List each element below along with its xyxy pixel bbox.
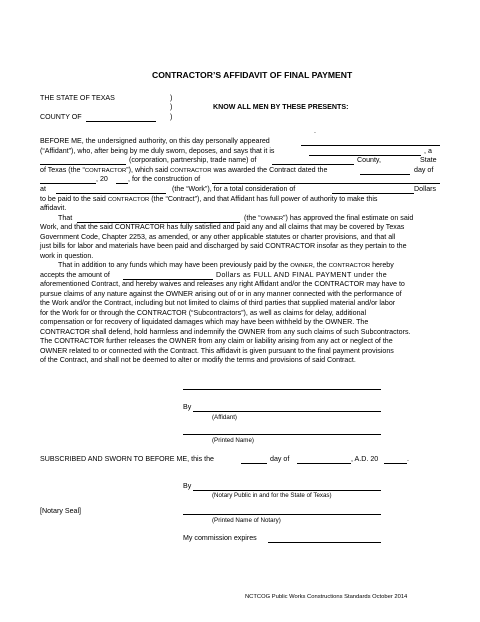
p1-county: County, (357, 156, 381, 164)
p1-at: at (40, 185, 46, 193)
p2-line1-a: (the “ (244, 214, 261, 222)
affidant-caption: (Affidant) (212, 414, 237, 421)
p1-line4-a: of Texas (the “ (40, 166, 85, 174)
notary-by-label: By (183, 482, 192, 490)
county-name-blank[interactable] (272, 164, 354, 165)
p2-that: That (58, 214, 73, 222)
p3-line10: OWNER related to or connected with the Contract. This affidavit is given pursuant to the final payment provisions (40, 347, 394, 355)
sworn-day-blank[interactable] (241, 463, 267, 464)
know-all-heading: KNOW ALL MEN BY THESE PRESENTS: (213, 103, 349, 111)
project-blank[interactable] (212, 183, 440, 184)
p3-line3: aforementioned Contract, and hereby waives and releases any right Affidant and/or the CONTRACTOR may have to (40, 280, 405, 288)
p2-line5: work in question. (40, 252, 94, 260)
commission-label: My commission expires (183, 534, 257, 542)
p1-consideration: (the “Work”), for a total consideration of (172, 185, 296, 193)
notary-seal-label: [Notary Seal] (40, 507, 82, 515)
p3-line1-a: That in addition to any funds which may have been previously paid by the (58, 261, 291, 269)
consideration-blank[interactable] (332, 193, 414, 194)
p3-line4: pursue claims of any nature against the OWNER arising out of or in any manner connected with the performance of (40, 290, 402, 298)
sworn-text: SUBSCRIBED AND SWORN TO BEFORE ME, this the (40, 455, 214, 463)
county-blank[interactable] (86, 121, 156, 122)
affidant-signature-line[interactable] (183, 389, 381, 390)
owner-term: OWNER (290, 263, 313, 269)
year-blank[interactable] (116, 183, 128, 184)
contractor-term: CONTRACTOR (328, 263, 371, 269)
printed-notary-line[interactable] (183, 514, 381, 515)
by-label: By (183, 403, 192, 411)
p3-line7: compensation or for recovery of liquidated damages which may have been withheld by the OWNER. The (40, 318, 369, 326)
location-blank[interactable] (56, 193, 166, 194)
p1-dollars: Dollars (414, 185, 437, 193)
sworn-year-blank[interactable] (384, 463, 407, 464)
caption-bracket: ) (170, 103, 173, 111)
p3-line8: CONTRACTOR shall defend, hold harmless and indemnify the OWNER from any such claims of such Subcontractors. (40, 328, 411, 336)
p2-line4: just bills for labor and materials have been paid and discharged by said CONTRACTOR insofar as they pertain to the (40, 242, 407, 250)
document-title: CONTRACTOR’S AFFIDAVIT OF FINAL PAYMENT (152, 70, 353, 80)
p1-line7-a: to be paid to the said (40, 195, 108, 203)
sworn-period: . (407, 455, 409, 463)
page-footer: NCTCOG Public Works Constructions Standards October 2014 (245, 594, 408, 600)
p3-line5: the Work and/or the Contract, including but not limited to claims of third parties that supplied material and/or labor (40, 299, 396, 307)
p1-line4-b: ”), which said (126, 166, 171, 174)
p1-line7-b: (the “Contract”), and that Affidant has full power of authority to make this (149, 195, 378, 203)
p1-line3: (corporation, partnership, trade name) of (129, 156, 257, 164)
p3-line1-b: , the (312, 261, 329, 269)
p1-line2: (“Affidant”), who, after being by me duly sworn, deposes, and says that it is (40, 147, 275, 155)
p3-line1-c: hereby (370, 261, 394, 269)
p1-line4-c: was awarded the Contract dated the (211, 166, 328, 174)
printed-name-line[interactable] (183, 434, 381, 435)
p1-construction: , for the construction of (128, 175, 201, 183)
printed-name-caption: (Printed Name) (212, 437, 254, 444)
p1-state: State (420, 156, 437, 164)
caption-bracket: ) (170, 94, 173, 102)
month-blank[interactable] (40, 183, 96, 184)
entity-type-blank[interactable] (40, 164, 126, 165)
p1-year-prefix: , 20 (96, 175, 108, 183)
p3-line9: The CONTRACTOR further releases the OWNER from any claim or liability arising from any act or neglect of the (40, 337, 393, 345)
p1-line8: affidavit. (40, 204, 67, 212)
p3-accepts: accepts the amount of (40, 271, 110, 279)
p2-line2: Work, and that the said CONTRACTOR has fully satisfied and paid any and all claims that may be covered by Texas (40, 223, 405, 231)
p1-dayof: day of (414, 166, 434, 174)
caption-bracket: ) (170, 113, 173, 121)
county-label: COUNTY OF (40, 113, 82, 121)
p3-line6: for the Work for or through the CONTRACTOR (“Subcontractors”), as well as claims for delay, additional (40, 309, 367, 317)
affiant-name-blank[interactable] (301, 145, 440, 146)
p3-final-payment: Dollars as FULL AND FINAL PAYMENT under the (216, 271, 388, 279)
contractor-term: CONTRACTOR (107, 197, 150, 203)
commission-expires-line[interactable] (268, 542, 381, 543)
sworn-month-blank[interactable] (297, 463, 351, 464)
owner-term: OWNER (260, 216, 284, 222)
sworn-ad: , A.D. 20 (351, 455, 379, 463)
by-signature-line[interactable] (193, 411, 381, 412)
printed-notary-caption: (Printed Name of Notary) (212, 517, 281, 524)
p3-line11: of the Contract, and shall not be deemed to alter or modify the terms and provisions of said Contract. (40, 356, 356, 364)
sworn-dayof: day of (270, 455, 290, 463)
p2-line1-b: ”) has approved the final estimate on said (283, 214, 414, 222)
contract-date-blank[interactable] (360, 174, 410, 175)
p1-line7 (40, 195, 377, 205)
stray-period: . (314, 127, 316, 135)
p1-line2-end: , a (424, 147, 432, 155)
p3-line1 (58, 261, 394, 271)
p2-line3: Government Code, Chapter 2253, as amended, or any other applicable statutes or charter provisions, and that all (40, 233, 396, 241)
contractor-term: CONTRACTOR (84, 168, 127, 174)
contractor-term: CONTRACTOR (170, 168, 212, 174)
notary-public-caption: (Notary Public in and for the State of Texas) (212, 492, 332, 499)
state-label: THE STATE OF TEXAS (40, 94, 115, 102)
p1-line1: BEFORE ME, the undersigned authority, on this day personally appeared (40, 137, 270, 145)
